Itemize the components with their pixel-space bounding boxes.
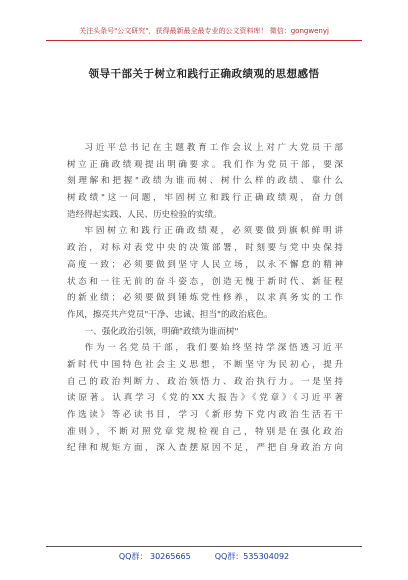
footer [0,551,408,562]
footer-qq-group-1: QQ群： 30265665 [118,552,191,561]
body-line: 准则》，不断对照党章党规检视自己，特别是在强化政治 [67,426,343,437]
body-line: 作风，擦亮共产党员"干净、忠诚、担当"的政治底色。 [67,309,273,320]
body-line: 读原著。认真学习《党的XX大报告》《党章》《习近平著 [67,393,343,404]
body-line: 的新业绩；必须要做到锤炼党性修养，以求真务实的工作 [67,293,343,304]
section-heading: 一、强化政治引领，明确"政绩为谁而树" [84,326,239,337]
body-line: 状态和一往无前的奋斗姿态，创造无愧于新时代、新征程 [67,276,343,287]
body-line: 新时代中国特色社会主义思想，不断坚守为民初心，提升 [67,359,343,370]
header-banner: 关注头条号"公文研究"，获得最新最全最专业的公文资料库！ 微信：gongwenyj [79,27,329,35]
body-line: 作选读》等必读书目，学习《新形势下党内政治生活若干 [67,410,343,420]
body-line: 高度一致；必须要做到坚守人民立场，以永不懈怠的精神 [67,259,343,270]
body-line: 刻理解和把握"政绩为谁而树、树什么样的政绩、靠什么 [67,176,343,187]
footer-divider [46,546,362,547]
body-line: 政治，对标对表党中央的决策部署，时刻要与党中央保持 [67,243,343,254]
document-body [67,140,343,457]
body-line: 习近平总书记在主题教育工作会议上对广大党员干部 [84,143,343,153]
body-line: 纪律和规矩方面，深入查摆原因不足，严把自身政治方向 [67,443,343,454]
body-line: 树立正确政绩观提出明确要求。我们作为党员干部，要深 [67,159,343,170]
body-line: 作为一名党员干部，我们要始终坚持学深悟透习近平 [84,343,343,354]
body-line: 造经得起实践、人民、历史检验的实绩。 [67,209,222,220]
header-divider [46,40,362,41]
body-line: 牢固树立和践行正确政绩观，必须要做到旗帜鲜明讲 [84,226,343,237]
footer-qq-group-2: QQ群：535304092 [214,552,290,561]
body-line: 自己的政治判断力、政治领悟力、政治执行力。一是坚持 [67,376,343,387]
page-title: 领导干部关于树立和践行正确政绩观的思想感悟 [88,68,320,80]
body-line: 树政绩"这一问题，牢固树立和践行正确政绩观，奋力创 [67,193,343,204]
